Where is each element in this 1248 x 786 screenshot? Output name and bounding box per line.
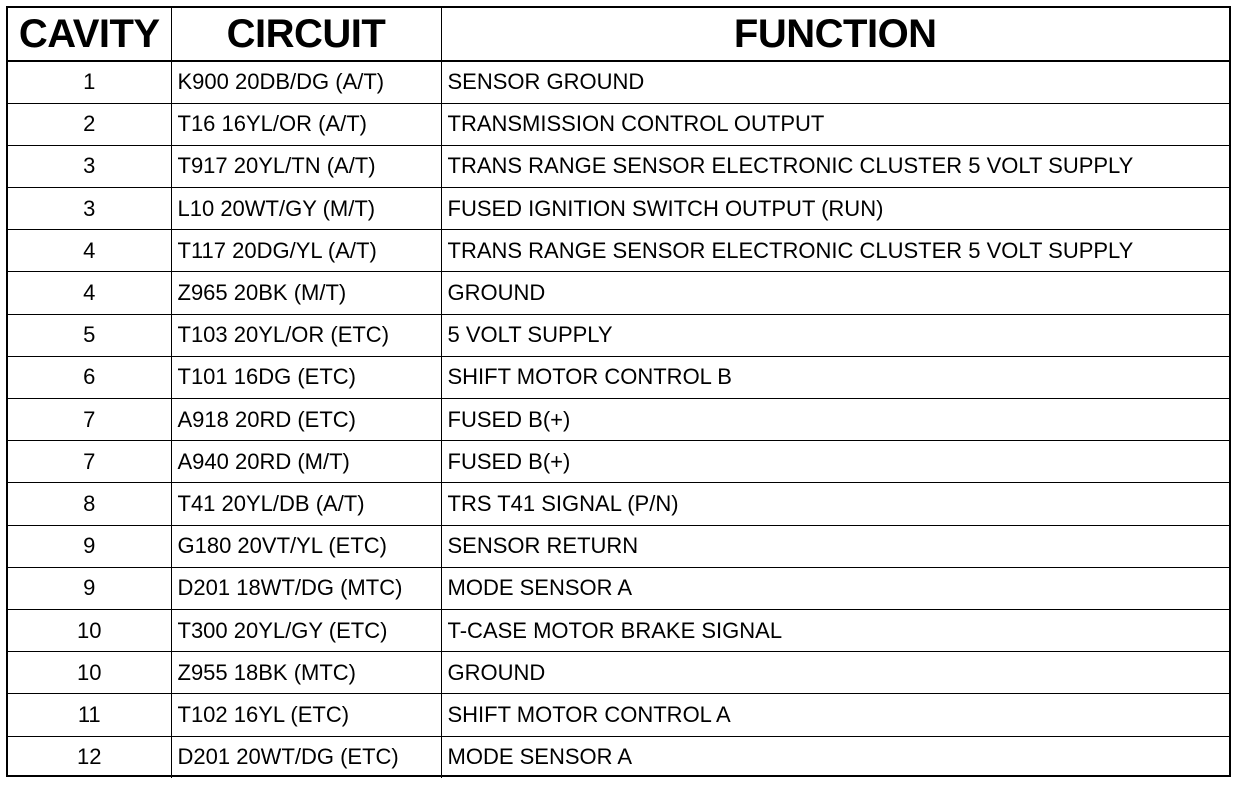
function-cell: TRANS RANGE SENSOR ELECTRONIC CLUSTER 5 VOLT SUPPLY	[441, 230, 1229, 272]
table-row	[8, 145, 1229, 187]
circuit-cell: K900 20DB/DG (A/T)	[171, 61, 441, 103]
function-cell: SENSOR RETURN	[441, 525, 1229, 567]
circuit-cell: T103 20YL/OR (ETC)	[171, 314, 441, 356]
cavity-cell: 8	[8, 483, 171, 525]
cavity-cell: 6	[8, 356, 171, 398]
circuit-cell: D201 20WT/DG (ETC)	[171, 736, 441, 778]
table-row	[8, 356, 1229, 398]
table-row	[8, 399, 1229, 441]
table-row	[8, 525, 1229, 567]
function-cell: SHIFT MOTOR CONTROL A	[441, 694, 1229, 736]
table-row	[8, 272, 1229, 314]
function-cell: SENSOR GROUND	[441, 61, 1229, 103]
table-header-row	[8, 8, 1229, 61]
header-cavity: CAVITY	[8, 8, 171, 61]
function-cell: GROUND	[441, 652, 1229, 694]
table-body	[8, 61, 1229, 778]
table-row	[8, 188, 1229, 230]
function-cell: T-CASE MOTOR BRAKE SIGNAL	[441, 609, 1229, 651]
function-cell: GROUND	[441, 272, 1229, 314]
table-row	[8, 736, 1229, 778]
table-row	[8, 483, 1229, 525]
function-cell: FUSED IGNITION SWITCH OUTPUT (RUN)	[441, 188, 1229, 230]
function-cell: TRANS RANGE SENSOR ELECTRONIC CLUSTER 5 VOLT SUPPLY	[441, 145, 1229, 187]
cavity-cell: 10	[8, 652, 171, 694]
connector-pinout-table-frame	[6, 6, 1231, 777]
header-function: FUNCTION	[441, 8, 1229, 61]
circuit-cell: A918 20RD (ETC)	[171, 399, 441, 441]
cavity-cell: 10	[8, 609, 171, 651]
function-cell: 5 VOLT SUPPLY	[441, 314, 1229, 356]
circuit-cell: T16 16YL/OR (A/T)	[171, 103, 441, 145]
cavity-cell: 2	[8, 103, 171, 145]
function-cell: FUSED B(+)	[441, 441, 1229, 483]
cavity-cell: 7	[8, 441, 171, 483]
cavity-cell: 3	[8, 188, 171, 230]
table-row	[8, 314, 1229, 356]
circuit-cell: L10 20WT/GY (M/T)	[171, 188, 441, 230]
circuit-cell: T102 16YL (ETC)	[171, 694, 441, 736]
circuit-cell: Z955 18BK (MTC)	[171, 652, 441, 694]
function-cell: SHIFT MOTOR CONTROL B	[441, 356, 1229, 398]
circuit-cell: T300 20YL/GY (ETC)	[171, 609, 441, 651]
cavity-cell: 5	[8, 314, 171, 356]
function-cell: TRANSMISSION CONTROL OUTPUT	[441, 103, 1229, 145]
function-cell: MODE SENSOR A	[441, 736, 1229, 778]
cavity-cell: 9	[8, 525, 171, 567]
cavity-cell: 4	[8, 230, 171, 272]
table-row	[8, 61, 1229, 103]
table-row	[8, 567, 1229, 609]
circuit-cell: T917 20YL/TN (A/T)	[171, 145, 441, 187]
cavity-cell: 9	[8, 567, 171, 609]
circuit-cell: G180 20VT/YL (ETC)	[171, 525, 441, 567]
cavity-cell: 7	[8, 399, 171, 441]
table-row	[8, 694, 1229, 736]
function-cell: MODE SENSOR A	[441, 567, 1229, 609]
cavity-cell: 12	[8, 736, 171, 778]
table-row	[8, 652, 1229, 694]
table-row	[8, 441, 1229, 483]
circuit-cell: D201 18WT/DG (MTC)	[171, 567, 441, 609]
function-cell: FUSED B(+)	[441, 399, 1229, 441]
table-row	[8, 230, 1229, 272]
circuit-cell: T117 20DG/YL (A/T)	[171, 230, 441, 272]
table-row	[8, 103, 1229, 145]
connector-pinout-table	[8, 8, 1229, 778]
cavity-cell: 1	[8, 61, 171, 103]
table-row	[8, 609, 1229, 651]
circuit-cell: A940 20RD (M/T)	[171, 441, 441, 483]
circuit-cell: T41 20YL/DB (A/T)	[171, 483, 441, 525]
cavity-cell: 11	[8, 694, 171, 736]
cavity-cell: 3	[8, 145, 171, 187]
cavity-cell: 4	[8, 272, 171, 314]
header-circuit: CIRCUIT	[171, 8, 441, 61]
function-cell: TRS T41 SIGNAL (P/N)	[441, 483, 1229, 525]
circuit-cell: T101 16DG (ETC)	[171, 356, 441, 398]
circuit-cell: Z965 20BK (M/T)	[171, 272, 441, 314]
